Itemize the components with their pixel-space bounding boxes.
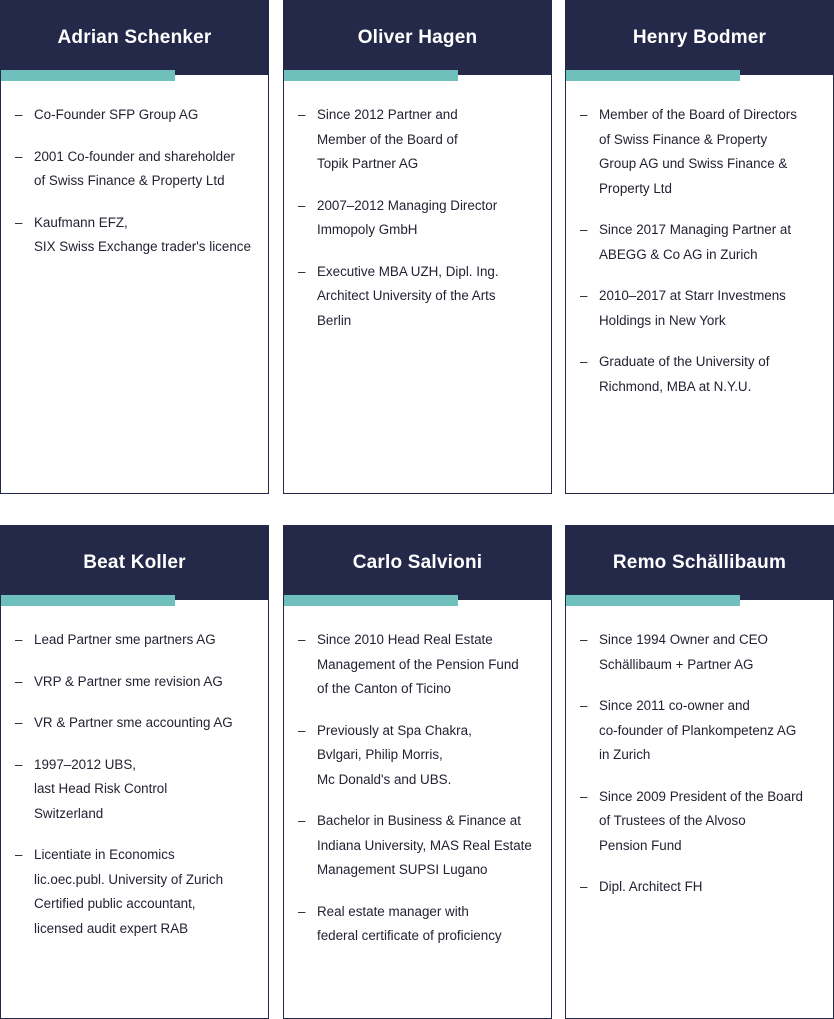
career-item: [580, 694, 823, 768]
dash-bullet: –: [15, 107, 23, 122]
dash-bullet: –: [580, 788, 588, 804]
career-item: [580, 284, 823, 333]
career-item-text: VRP & Partner sme revision AG: [34, 673, 223, 689]
dash-bullet: –: [15, 715, 23, 730]
career-item: [298, 719, 541, 793]
career-item: [15, 753, 258, 827]
accent-bar: [1, 595, 175, 606]
dash-bullet: –: [580, 698, 588, 713]
career-item-text: 1997–2012 UBS, last Head Risk Control Switzerland: [34, 756, 168, 821]
career-item-text: Executive MBA UZH, Dipl. Ing. Architect University of the Arts Berlin: [317, 263, 499, 328]
dash-bullet: –: [298, 107, 306, 122]
career-item-text: Kaufmann EFZ, SIX Swiss Exchange trader's licence: [34, 214, 251, 254]
member-card: [565, 525, 834, 1019]
career-item: [15, 211, 258, 260]
member-name: Adrian Schenker: [1, 1, 268, 75]
accent-bar: [566, 595, 740, 606]
career-item-text: VR & Partner sme accounting AG: [34, 715, 233, 730]
career-item-text: Dipl. Architect FH: [599, 879, 703, 894]
dash-bullet: –: [298, 263, 306, 279]
member-card: [283, 0, 552, 494]
career-list: [566, 606, 833, 900]
member-card: [283, 525, 552, 1019]
dash-bullet: –: [15, 632, 23, 647]
dash-bullet: –: [298, 632, 306, 647]
career-item: [580, 875, 823, 900]
dash-bullet: –: [580, 879, 588, 894]
career-item-text: Since 1994 Owner and CEO Schällibaum + Partner AG: [599, 632, 768, 672]
accent-bar: [284, 595, 458, 606]
dash-bullet: –: [580, 632, 588, 647]
member-card: [0, 0, 269, 494]
career-list: [284, 606, 551, 949]
career-list: [1, 81, 268, 260]
member-card: [565, 0, 834, 494]
career-item-text: Member of the Board of Directors of Swiss Finance & Property Group AG und Swiss Finance & Property Ltd: [599, 107, 797, 196]
accent-bar: [566, 70, 740, 81]
career-item: [580, 350, 823, 399]
dash-bullet: –: [15, 673, 23, 689]
dash-bullet: –: [580, 288, 588, 303]
accent-bar: [284, 70, 458, 81]
accent-bar: [1, 70, 175, 81]
career-item: [580, 103, 823, 201]
career-item-text: Previously at Spa Chakra, Bvlgari, Philip Morris, Mc Donald's and UBS.: [317, 722, 472, 787]
dash-bullet: –: [580, 107, 588, 122]
dash-bullet: –: [15, 148, 23, 164]
career-item-text: Since 2012 Partner and Member of the Board of Topik Partner AG: [317, 107, 458, 171]
dash-bullet: –: [298, 722, 306, 738]
career-item: [15, 103, 258, 128]
dash-bullet: –: [298, 197, 306, 213]
career-item: [15, 670, 258, 695]
career-item: [580, 628, 823, 677]
dash-bullet: –: [580, 354, 588, 369]
career-item: [298, 103, 541, 177]
member-name: Remo Schällibaum: [566, 526, 833, 600]
career-item: [15, 711, 258, 736]
career-item-text: Co-Founder SFP Group AG: [34, 107, 199, 122]
career-item: [298, 628, 541, 702]
career-item-text: Licentiate in Economics lic.oec.publ. University of Zurich Certified public accountant, licensed audit expert RAB: [34, 847, 224, 936]
member-card: [0, 525, 269, 1019]
dash-bullet: –: [580, 222, 588, 237]
career-item-text: Since 2009 President of the Board of Trustees of the Alvoso Pension Fund: [599, 788, 803, 853]
career-list: [284, 81, 551, 333]
career-item-text: 2007–2012 Managing Director Immopoly GmbH: [317, 197, 498, 237]
career-item-text: 2001 Co-founder and shareholder of Swiss Finance & Property Ltd: [34, 148, 236, 188]
member-name: Oliver Hagen: [284, 1, 551, 75]
career-item: [298, 900, 541, 949]
career-list: [566, 81, 833, 399]
career-item: [15, 628, 258, 653]
career-item: [298, 194, 541, 243]
career-item: [298, 260, 541, 334]
dash-bullet: –: [298, 813, 306, 828]
career-item: [15, 843, 258, 941]
member-name: Beat Koller: [1, 526, 268, 600]
career-item: [580, 218, 823, 267]
career-item-text: 2010–2017 at Starr Investmens Holdings in New York: [599, 288, 786, 328]
career-item-text: Real estate manager with federal certificate of proficiency: [317, 903, 502, 943]
dash-bullet: –: [298, 903, 306, 919]
career-item: [15, 145, 258, 194]
member-name: Henry Bodmer: [566, 1, 833, 75]
career-item-text: Lead Partner sme partners AG: [34, 632, 216, 647]
career-item: [580, 785, 823, 859]
dash-bullet: –: [15, 847, 23, 862]
career-item-text: Since 2010 Head Real Estate Management of the Pension Fund of the Canton of Ticino: [317, 632, 519, 696]
career-list: [1, 606, 268, 941]
career-item: [298, 809, 541, 883]
dash-bullet: –: [15, 756, 23, 772]
dash-bullet: –: [15, 214, 23, 230]
career-item-text: Since 2017 Managing Partner at ABEGG & Co AG in Zurich: [599, 222, 792, 262]
member-name: Carlo Salvioni: [284, 526, 551, 600]
career-item-text: Since 2011 co-owner and co-founder of Plankompetenz AG in Zurich: [599, 698, 797, 762]
career-item-text: Graduate of the University of Richmond, MBA at N.Y.U.: [599, 354, 770, 394]
career-item-text: Bachelor in Business & Finance at Indiana University, MAS Real Estate Management SUPSI Lugano: [317, 813, 532, 877]
